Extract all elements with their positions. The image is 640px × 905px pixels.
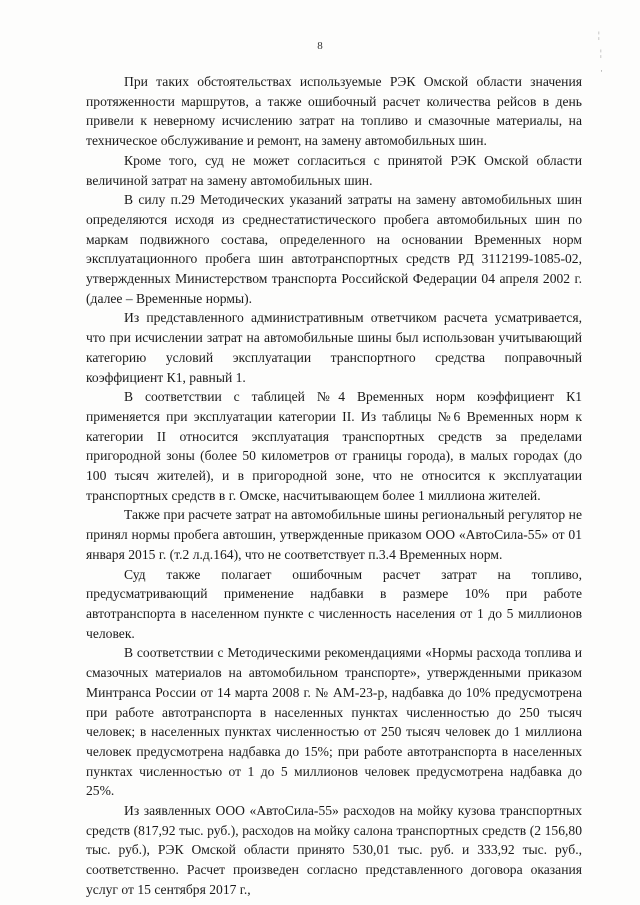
page-number: 8 [317, 40, 323, 52]
scan-mark: ¦ [600, 48, 602, 58]
document-body [86, 72, 582, 900]
paragraph: В силу п.29 Методических указаний затраты на замену автомобильных шин определяются исходя из среднестатистического пробега автомобильных шин по маркам подвижного состава, определенного на основании Временных норм эксплуатационного пробега шин автотранспортных средств РД 3112199-1085-02, утвержденных Министерством транспорта Российской Федерации 04 апреля 2002 г. (далее – Временные нормы). [86, 192, 582, 306]
paragraph: Из представленного административным ответчиком расчета усматривается, что при исчислении затрат на автомобильные шины был использован учитывающий категорию условий эксплуатации транспортного средства поправочный коэффициент К1, равный 1. [86, 310, 582, 385]
paragraph: Суд также полагает ошибочным расчет затрат на топливо, предусматривающий применение надбавки в размере 10% при работе автотранспорта в населенном пункте с численность населения от 1 до 5 миллионов человек. [86, 566, 582, 641]
paragraph: При таких обстоятельствах используемые РЭК Омской области значения протяженности маршрутов, а также ошибочный расчет количества рейсов в день привели к неверному исчислению затрат на топливо и смазочные материалы, на техническое обслуживание и ремонт, на замену автомобильных шин. [86, 74, 582, 149]
paragraph: Кроме того, суд не может согласиться с принятой РЭК Омской области величиной затрат на замену автомобильных шин. [86, 152, 582, 188]
scan-mark: · [600, 66, 603, 76]
paragraph: Из заявленных ООО «АвтоСила-55» расходов на мойку кузова транспортных средств (817,92 тыс. руб.), расходов на мойку салона транспортных средств (2 156,80 тыс. руб.), РЭК Омской области принято 530,01 тыс. руб. и 333,92 тыс. руб., соответственно. Расчет произведен согласно представленного договора оказания услуг от 15 сентября 2017 г., [86, 803, 582, 897]
paragraph: В соответствии с таблицей №4 Временных норм коэффициент К1 применяется при эксплуатации категории II. Из таблицы №6 Временных норм к категории II относится эксплуатация транспортных средств за пределами пригородной зоны (более 50 километров от границы города), в малых городах (до 100 тысяч жителей), и в пригородной зоне, что не относится к эксплуатации транспортных средств в г. Омске, насчитывающем более 1 миллиона жителей. [86, 389, 582, 503]
paragraph: В соответствии с Методическими рекомендациями «Нормы расхода топлива и смазочных материалов на автомобильном транспорте», утвержденными приказом Минтранса России от 14 марта 2008 г. № АМ-23-р, надбавка до 10% предусмотрена при работе автотранспорта в населенных пунктах численностью до 250 тысяч человек; в населенных пунктах численностью от 250 тысяч человек до 1 миллиона человек предусмотрена надбавка до 15%; при работе автотранспорта в населенных пунктах численностью от 1 до 5 миллионов человек предусмотрена надбавка до 25%. [86, 645, 582, 799]
paragraph: Также при расчете затрат на автомобильные шины региональный регулятор не принял нормы пробега автошин, утвержденные приказом ООО «АвтоСила-55» от 01 января 2015 г. (т.2 л.д.164), что не соответствует п.3.4 Временных норм. [86, 507, 582, 562]
scan-mark: ¦ [598, 30, 600, 40]
